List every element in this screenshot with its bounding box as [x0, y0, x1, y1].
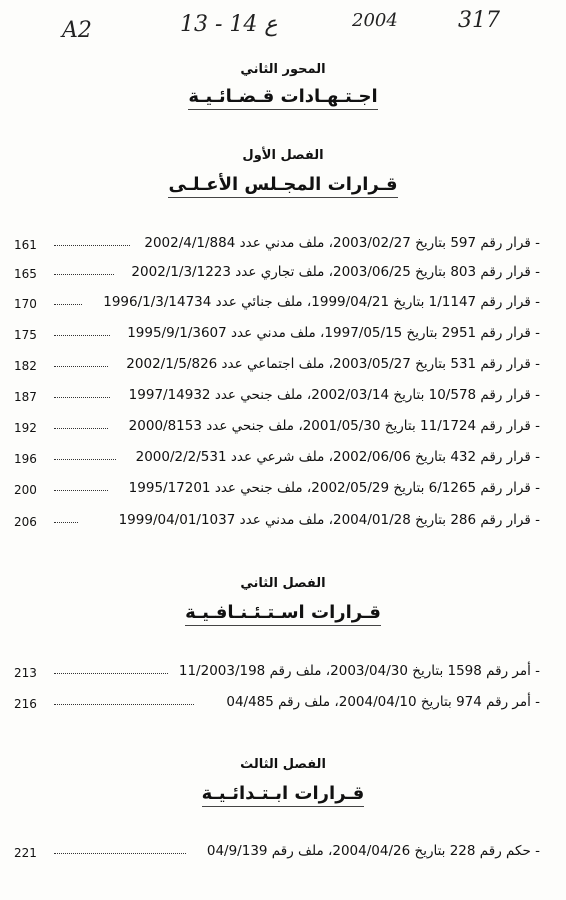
entry-text: - قرار رقم 10/578 بتاريخ 2002/03/14، ملف جنحي عدد 1997/14932 — [128, 387, 540, 403]
leader-dots — [54, 245, 130, 246]
list-item — [0, 387, 566, 409]
section-title — [0, 602, 566, 626]
entry-text: - قرار رقم 2951 بتاريخ 1997/05/15، ملف مدني عدد 1995/9/1/3607 — [127, 325, 540, 341]
list-item — [0, 480, 566, 502]
leader-dots — [54, 274, 114, 275]
section-label: الفصل الثاني — [240, 576, 326, 591]
section-title — [0, 174, 566, 198]
handwritten-year: 2004 — [352, 10, 398, 31]
handwritten-header — [0, 4, 566, 44]
handwritten-number: 317 — [458, 8, 500, 33]
page-number: 196 — [14, 452, 37, 466]
entry-text: - قرار رقم 803 بتاريخ 2003/06/25، ملف تجاري عدد 2002/1/3/1223 — [131, 264, 540, 280]
list-item — [0, 235, 566, 257]
page-number: 165 — [14, 267, 37, 281]
section-label: الفصل الأول — [242, 148, 324, 163]
section-title-text: قـرارات اسـتـئـنـافـيـة — [185, 602, 381, 626]
entry-text: - حكم رقم 228 بتاريخ 2004/04/26، ملف رقم 04/9/139 — [206, 843, 540, 859]
entry-text: - قرار رقم 6/1265 بتاريخ 2002/05/29، ملف جنحي عدد 1995/17201 — [128, 480, 540, 496]
page-number: 161 — [14, 238, 37, 252]
page-number: 182 — [14, 359, 37, 373]
page-number: 200 — [14, 483, 37, 497]
leader-dots — [54, 522, 78, 523]
list-item — [0, 264, 566, 286]
page-number: 216 — [14, 697, 37, 711]
section-label: الفصل الثالث — [240, 757, 326, 772]
list-item — [0, 418, 566, 440]
leader-dots — [54, 366, 108, 367]
leader-dots — [54, 459, 116, 460]
leader-dots — [54, 397, 110, 398]
leader-dots — [54, 304, 82, 305]
list-item — [0, 356, 566, 378]
handwritten-ref: A2 — [62, 18, 92, 43]
entry-text: - قرار رقم 286 بتاريخ 2004/01/28، ملف مدني عدد 1999/04/01/1037 — [118, 512, 540, 528]
axis-title-text: اجـتـهـادات قـضـائـيـة — [188, 86, 377, 110]
leader-dots — [54, 428, 108, 429]
list-item — [0, 325, 566, 347]
axis-subtitle: المحور الثاني — [240, 62, 326, 77]
page-number: 192 — [14, 421, 37, 435]
list-item — [0, 694, 566, 716]
entry-text: - قرار رقم 11/1724 بتاريخ 2001/05/30، ملف جنحي عدد 2000/8153 — [128, 418, 540, 434]
page-number: 206 — [14, 515, 37, 529]
handwritten-issue: 13 - 14 ع — [180, 12, 278, 37]
page-number: 221 — [14, 846, 37, 860]
page-number: 187 — [14, 390, 37, 404]
entry-text: - قرار رقم 432 بتاريخ 2002/06/06، ملف شرعي عدد 2000/2/2/531 — [135, 449, 540, 465]
entry-text: - قرار رقم 531 بتاريخ 2003/05/27، ملف اجتماعي عدد 2002/1/5/826 — [126, 356, 540, 372]
section-title-text: قـرارات ابـتـدائـيـة — [202, 783, 365, 807]
list-item — [0, 449, 566, 471]
leader-dots — [54, 673, 168, 674]
leader-dots — [54, 335, 110, 336]
list-item — [0, 843, 566, 865]
leader-dots — [54, 490, 108, 491]
page-number: 213 — [14, 666, 37, 680]
list-item — [0, 663, 566, 685]
entry-text: - قرار رقم 1/1147 بتاريخ 1999/04/21، ملف جنائي عدد 1996/1/3/14734 — [103, 294, 540, 310]
list-item — [0, 512, 566, 534]
page-number: 170 — [14, 297, 37, 311]
entry-text: - أمر رقم 1598 بتاريخ 2003/04/30، ملف رقم 11/2003/198 — [178, 663, 540, 679]
entry-text: - أمر رقم 974 بتاريخ 2004/04/10، ملف رقم 04/485 — [226, 694, 540, 710]
section-title-text: قـرارات المجـلس الأعـلـى — [168, 174, 397, 198]
list-item — [0, 294, 566, 316]
section-title — [0, 783, 566, 807]
page-number: 175 — [14, 328, 37, 342]
axis-title — [0, 86, 566, 110]
leader-dots — [54, 853, 186, 854]
entry-text: - قرار رقم 597 بتاريخ 2003/02/27، ملف مدني عدد 2002/4/1/884 — [144, 235, 540, 251]
leader-dots — [54, 704, 194, 705]
